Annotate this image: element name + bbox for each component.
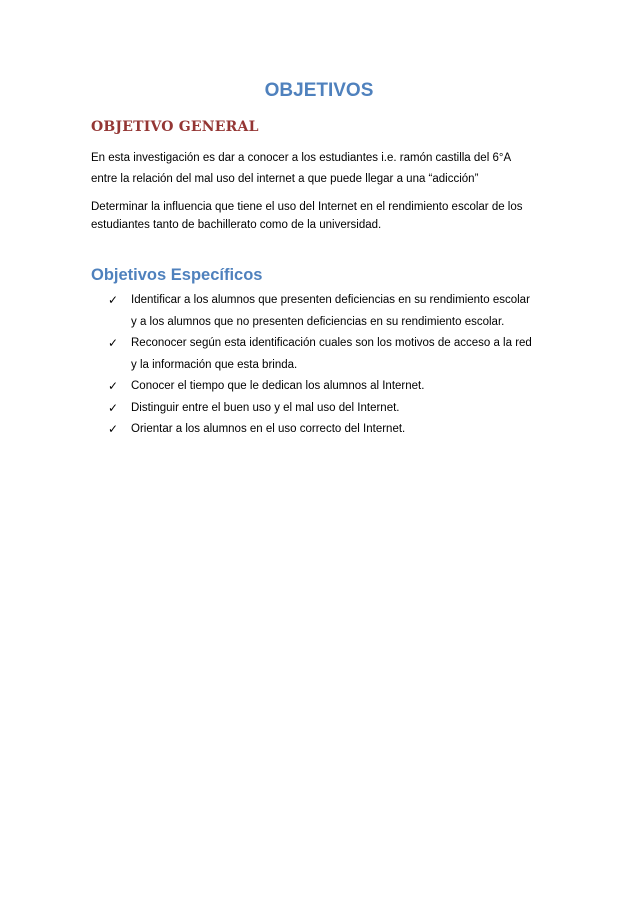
general-objective-paragraph [91, 148, 551, 190]
list-item [108, 376, 548, 398]
specific-objectives-heading: Objetivos Específicos [91, 266, 263, 284]
paragraph-line: estudiantes tanto de bachillerato como de la universidad. [91, 219, 382, 231]
determine-influence-paragraph [91, 198, 551, 234]
check-mark-icon: ✓ [108, 336, 119, 350]
specific-objectives-list [108, 290, 548, 441]
paragraph-line: entre la relación del mal uso del internet a que puede llegar a una “adicción” [91, 173, 479, 185]
list-item-line: y a los alumnos que no presenten deficiencias en su rendimiento escolar. [131, 315, 505, 328]
list-item-line: Orientar a los alumnos en el uso correcto del Internet. [131, 423, 406, 435]
paragraph-line: Determinar la influencia que tiene el uso del Internet en el rendimiento escolar de los [91, 201, 523, 213]
list-item-line: y la información que esta brinda. [131, 358, 298, 371]
list-item-line: Distinguir entre el buen uso y el mal uso del Internet. [131, 401, 400, 414]
list-item [108, 333, 548, 376]
check-mark-icon: ✓ [108, 400, 119, 415]
list-item-line: Conocer el tiempo que le dedican los alumnos al Internet. [131, 380, 425, 392]
list-item [108, 419, 548, 441]
check-mark-icon: ✓ [108, 422, 119, 436]
paragraph-line: En esta investigación es dar a conocer a los estudiantes i.e. ramón castilla del 6°A [91, 152, 512, 164]
list-item [108, 398, 548, 420]
list-item-line: Reconocer según esta identificación cuales son los motivos de acceso a la red [131, 337, 532, 349]
general-objective-heading: OBJETIVO GENERAL [91, 119, 259, 135]
list-item-line: Identificar a los alumnos que presenten deficiencias en su rendimiento escolar [131, 294, 530, 306]
check-mark-icon: ✓ [108, 293, 119, 307]
list-item [108, 290, 548, 333]
page-title: OBJETIVOS [264, 80, 374, 101]
check-mark-icon: ✓ [108, 379, 119, 393]
